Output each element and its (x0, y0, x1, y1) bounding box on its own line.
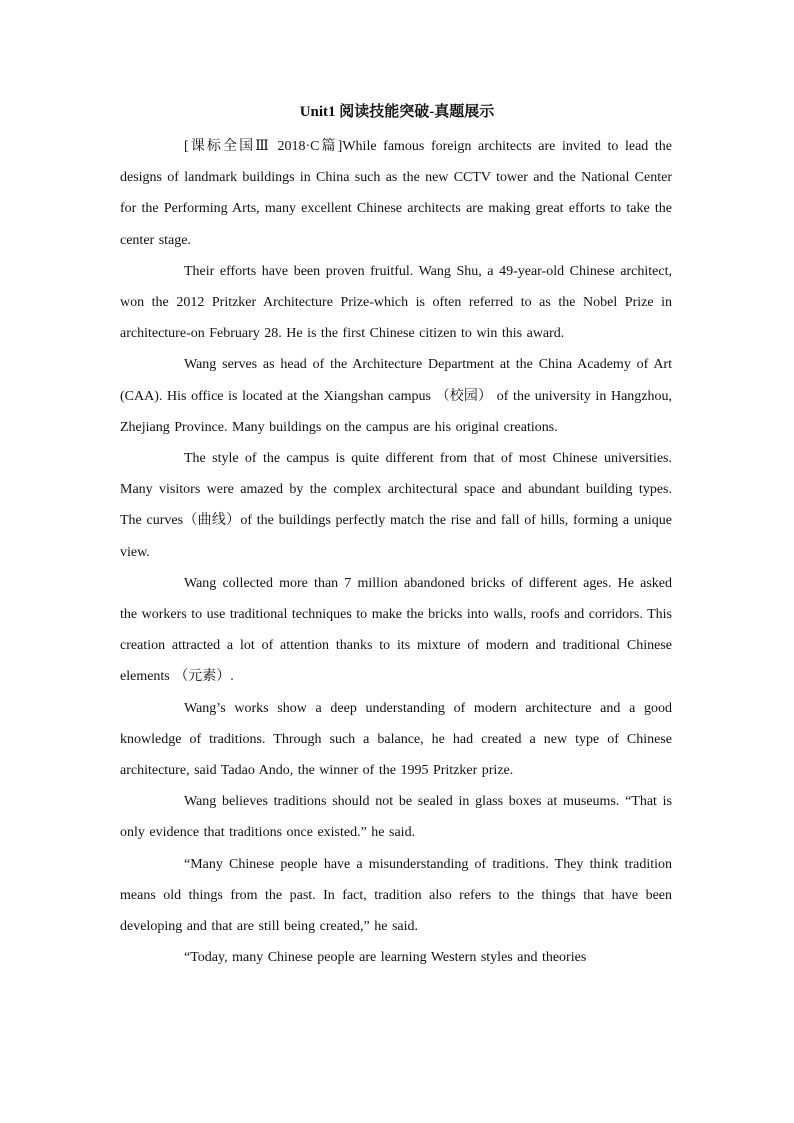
paragraph-1: [课标全国Ⅲ 2018·C篇]While famous foreign architects are invited to lead the designs of landmark buildings in China such as the new CCTV tower and the National Center for the Performing Arts, many excellent Chinese architects are making great efforts to take the center stage. (120, 139, 672, 248)
paragraph-3: Wang serves as head of the Architecture Department at the China Academy of Art (CAA). His office is located at the Xiangshan campus （校园） of the university in Hangzhou, Zhejiang Province. Many buildings on the campus are his original creations. (120, 357, 672, 435)
paragraph-4: The style of the campus is quite different from that of most Chinese universities. Many visitors were amazed by the complex architectural space and abundant building types. The curves（曲线）of the buildings perfectly match the rise and fall of hills, forming a unique view. (120, 451, 672, 560)
paragraph-9: “Today, many Chinese people are learning Western styles and theories (184, 950, 587, 966)
paragraph-2: Their efforts have been proven fruitful. Wang Shu, a 49-year-old Chinese architect, won the 2012 Pritzker Architecture Prize-which is often referred to as the Nobel Prize in architecture-on February 28. He is the first Chinese citizen to win this award. (120, 263, 672, 342)
page-title: Unit1 阅读技能突破-真题展示 (299, 104, 495, 120)
paragraph-6: Wang’s works show a deep understanding of modern architecture and a good knowledge of traditions. Through such a balance, he had created a new type of Chinese architecture, said Tadao Ando, the winner of the 1995 Pritzker prize. (120, 700, 672, 779)
article-body (120, 131, 672, 973)
paragraph-7: Wang believes traditions should not be sealed in glass boxes at museums. “That is only evidence that traditions once existed.” he said. (120, 794, 672, 841)
paragraph-5: Wang collected more than 7 million abandoned bricks of different ages. He asked the workers to use traditional techniques to make the bricks into walls, roofs and corridors. This creation attracted a lot of attention thanks to its mixture of modern and traditional Chinese elements （元素）. (120, 575, 672, 685)
paragraph-8: “Many Chinese people have a misunderstanding of traditions. They think tradition means old things from the past. In fact, tradition also refers to the things that have been developing and that are still being created,” he said. (120, 856, 672, 935)
